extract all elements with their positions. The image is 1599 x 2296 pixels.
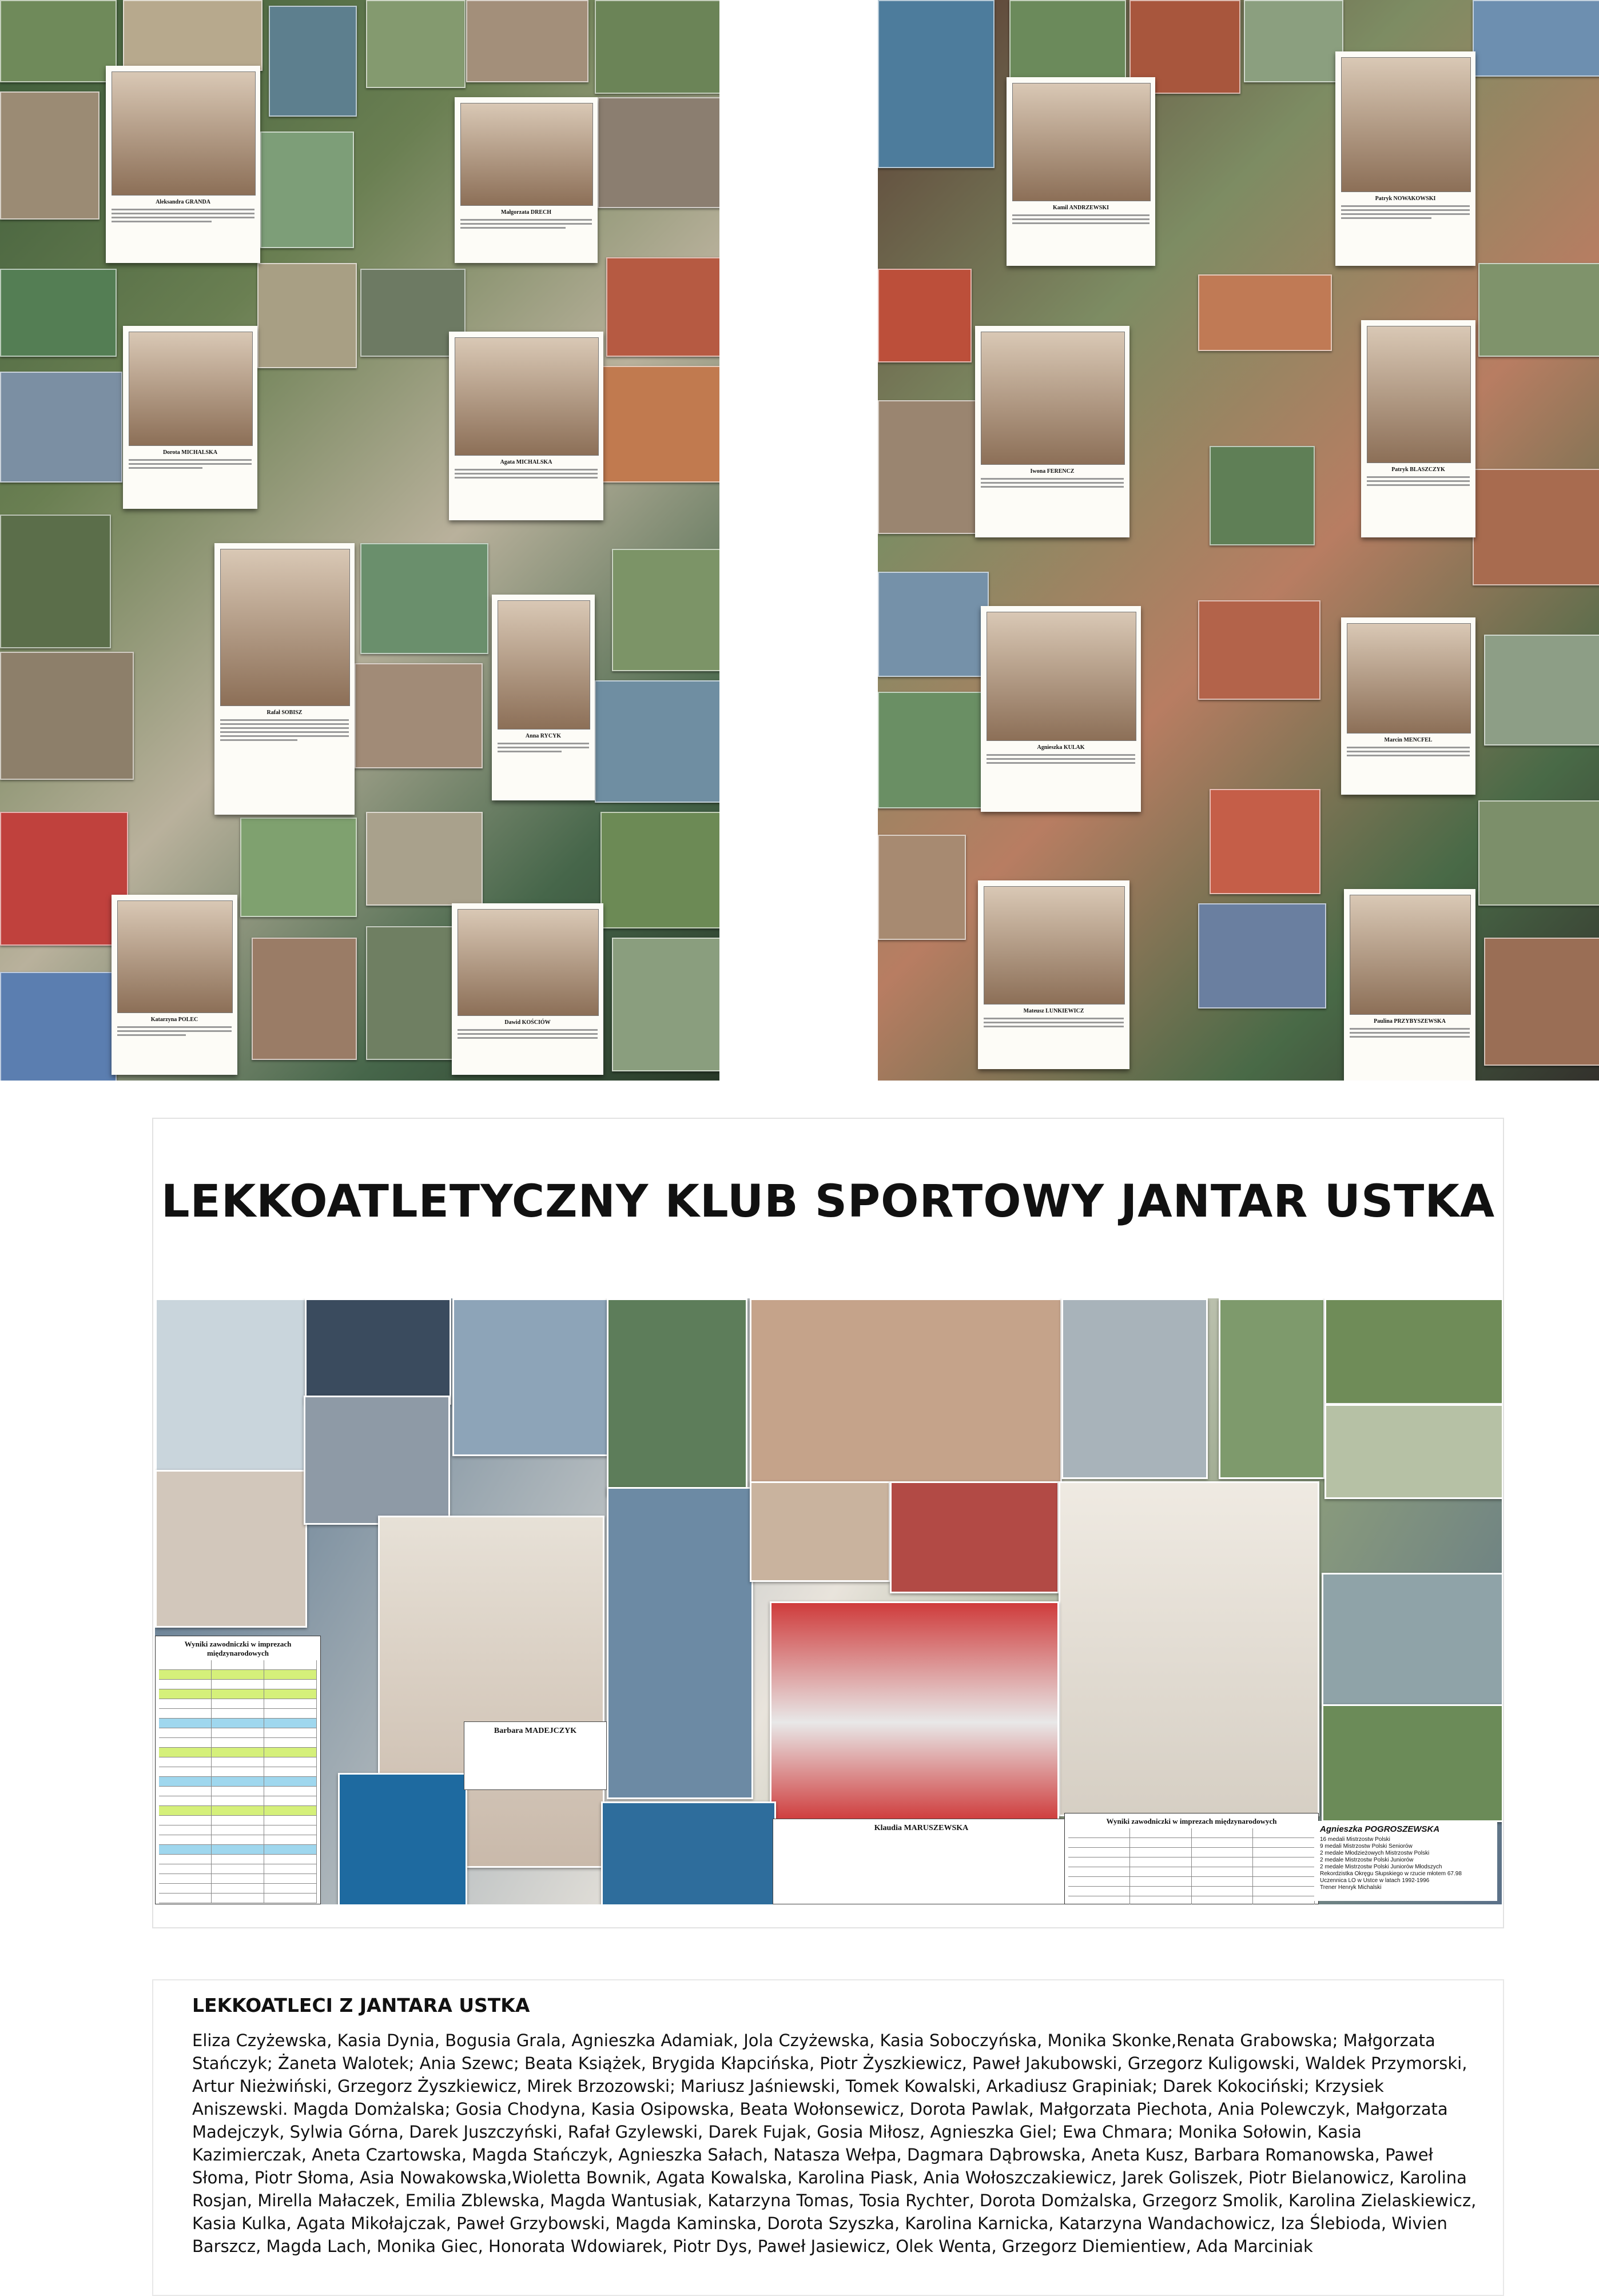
achievement-line: Rekordzistka Okręgu Słupskiego w rzucie młotem 67.98	[1320, 1871, 1462, 1877]
athlete-portrait	[220, 549, 350, 706]
athlete-portrait	[129, 332, 253, 446]
collage-photo	[1484, 938, 1599, 1066]
collage-photo	[1473, 469, 1599, 585]
collage-photo	[607, 1487, 753, 1799]
collage-photo	[123, 0, 262, 71]
collage-photo	[595, 0, 719, 94]
collage-photo	[1324, 1298, 1502, 1405]
club-poster-panel	[152, 1118, 1504, 1928]
athlete-portrait	[981, 332, 1125, 465]
athlete-name: Kamil ANDRZEWSKI	[1052, 204, 1109, 211]
collage-photo	[1059, 1481, 1319, 1816]
athlete-portrait	[1347, 623, 1471, 734]
collage-photo	[600, 366, 719, 483]
athlete-portrait	[112, 71, 256, 196]
pogroszewska-info	[1314, 1821, 1497, 1901]
athlete-portrait	[117, 900, 233, 1013]
collage-photo	[0, 372, 122, 483]
achievement-line: 16 medali Mistrzostw Polski	[1320, 1836, 1390, 1843]
collage-photo	[0, 812, 128, 946]
collage-photo	[252, 938, 357, 1060]
collage-photo	[338, 1773, 467, 1904]
collage-photo	[595, 680, 719, 803]
collage-photo	[1198, 903, 1326, 1009]
athlete-portrait	[498, 600, 590, 730]
athlete-card	[214, 543, 355, 815]
collage-photo	[466, 0, 588, 82]
results-table-title: Wyniki zawodniczki w imprezach międzynarodowych	[1106, 1817, 1277, 1825]
achievement-line: Trener Henryk Michalski	[1320, 1884, 1382, 1891]
athlete-name: Agata MICHALSKA	[500, 459, 552, 465]
collage-photo	[1219, 1298, 1325, 1479]
left-photo-collage	[0, 0, 719, 1081]
results-table	[1064, 1813, 1319, 1904]
athlete-card	[1344, 889, 1475, 1081]
collage-photo	[1210, 789, 1320, 894]
collage-photo	[1198, 600, 1320, 700]
athletes-list-text: Eliza Czyżewska, Kasia Dynia, Bogusia Grala, Agnieszka Adamiak, Jola Czyżewska, Kasia Soboczyńska, Monika Skonke,Renata Grabowska; Małgorzata Stańczyk; Żaneta Walotek; Ania Szewc; Beata Książek, Brygida Kłapcińska, Piotr Żyszkiewicz, Paweł Jakubowski, Grzegorz Kuligowski, Waldek Przymorski, Artur Nieżwiński, Grzegorz Żyszkiewicz, Mirek Brzozowski; Mariusz Jaśniewski, Tomek Kowalski, Arkadiusz Grapiniak; Darek Kokociński; Krzysiek Aniszewski. Magda Domżalska; Gosia Chodyna, Kasia Osipowska, Beata Wołonsewicz, Dorota Pawlak, Małgorzata Piechota, Ania Polewczyk, Małgorzata Madejczyk, Sylwia Górna, Darek Juszczyński, Rafał Gzylewski, Darek Fujak, Gosia Miłosz, Agnieszka Giel; Ewa Chmara; Monika Sołowin, Kasia Kazimierczak, Aneta Czartowska, Magda Stańczyk, Agnieszka Sałach, Natasza Wełpa, Dagmara Dąbrowska, Aneta Kusz, Barbara Romanowska, Paweł Słoma, Piotr Słoma, Asia Nowakowska,Wioletta Bownik, Agata Kowalska, Karolina Piask, Ania Wołoszczakiewicz, Jarek Goliszek, Piotr Bielanowicz, Karolina Rosjan, Mirella Małaczek, Emilia Zblewska, Magda Wantusiak, Katarzyna Tomas, Tosia Rychter, Dorota Domżalska, Grzegorz Smolik, Karolina Zielaskiewicz, Kasia Kulka, Agata Mikołajczak, Paweł Grzybowski, Magda Kaminska, Dorota Szyszka, Karolina Karnicka, Katarzyna Wandachowicz, Iza Ślebioda, Wivien Barszcz, Magda Lach, Monika Giec, Honorata Wdowiarek, Piotr Dys, Paweł Jasiewicz, Olek Wenta, Grzegorz Diemientiew, Ada Marciniak	[192, 2031, 1477, 2256]
achievement-line: 2 medale Mistrzostw Polski Juniorów	[1320, 1857, 1414, 1863]
collage-photo	[260, 131, 354, 248]
athlete-name: Aleksandra GRANDA	[156, 198, 210, 205]
collage-photo	[878, 572, 989, 677]
athlete-card	[1335, 51, 1475, 266]
poster-title: LEKKOATLETYCZNY KLUB SPORTOWY JANTAR USTKA	[161, 1176, 1495, 1227]
athlete-portrait	[458, 909, 599, 1016]
collage-photo	[0, 91, 100, 220]
collage-photo	[1478, 263, 1599, 357]
athlete-info-card	[464, 1721, 607, 1790]
collage-photo	[878, 0, 995, 168]
right-photo-collage	[878, 0, 1599, 1081]
collage-photo	[1061, 1298, 1208, 1479]
athlete-name: Patryk BLASZCZYK	[1391, 466, 1445, 473]
athlete-name: Iwona FERENCZ	[1030, 468, 1075, 475]
collage-photo	[1322, 1573, 1502, 1708]
athlete-card	[452, 903, 603, 1075]
athlete-portrait	[455, 337, 599, 456]
collage-photo	[1198, 274, 1332, 351]
collage-photo	[1324, 1404, 1502, 1499]
collage-photo	[155, 1470, 307, 1628]
collage-photo	[366, 926, 454, 1060]
athlete-card	[981, 606, 1141, 812]
athlete-card	[106, 66, 260, 263]
athlete-name: Katarzyna POLEC	[150, 1016, 198, 1023]
athlete-portrait	[460, 103, 593, 206]
athlete-portrait	[1341, 57, 1471, 192]
collage-photo	[240, 818, 357, 917]
collage-photo	[1484, 635, 1599, 746]
achievement-line: Uczennica LO w Ustce w latach 1992-1996	[1320, 1878, 1430, 1884]
collage-photo	[0, 0, 117, 82]
collage-photo	[360, 543, 488, 654]
collage-photo	[878, 400, 977, 534]
collage-photo	[878, 269, 972, 362]
athlete-card	[123, 326, 257, 509]
athlete-portrait	[1367, 326, 1471, 463]
athlete-card	[492, 595, 595, 800]
collage-photo	[750, 1298, 1062, 1485]
athlete-name: Mateusz LUNKIEWICZ	[1023, 1007, 1084, 1014]
collage-photo	[770, 1601, 1059, 1822]
achievement-line: 2 medale Mistrzostw Polski Juniorów Młodszych	[1320, 1864, 1442, 1870]
collage-photo	[305, 1298, 451, 1405]
collage-photo	[598, 97, 719, 208]
athlete-name: Agnieszka KULAK	[1037, 744, 1085, 751]
collage-photo	[1210, 446, 1315, 545]
collage-photo	[452, 1298, 610, 1456]
achievement-line: 2 medale Młodzieżowych Mistrzostw Polski	[1320, 1850, 1430, 1856]
athlete-card	[112, 895, 237, 1075]
athlete-name: Rafał SOBISZ	[266, 709, 303, 716]
collage-photo	[1244, 0, 1343, 82]
collage-photo	[878, 692, 995, 808]
collage-photo	[304, 1396, 450, 1525]
athlete-info-card	[773, 1819, 1070, 1904]
athlete-name: Paulina PRZYBYSZEWSKA	[1374, 1018, 1446, 1025]
collage-photo	[607, 1298, 747, 1496]
athlete-card	[1361, 320, 1475, 537]
results-table-title: Wyniki zawodniczki w imprezach międzynarodowych	[184, 1640, 292, 1657]
athlete-name: Anna RYCYK	[525, 733, 562, 740]
athlete-name: Patryk NOWAKOWSKI	[1375, 196, 1436, 202]
collage-photo	[355, 663, 483, 768]
collage-photo	[612, 549, 719, 671]
collage-photo	[601, 1801, 776, 1904]
collage-photo	[1322, 1704, 1502, 1822]
collage-photo	[155, 1298, 307, 1473]
collage-photo	[0, 515, 111, 648]
collage-photo	[1478, 800, 1599, 906]
collage-photo	[600, 812, 719, 928]
athlete-card	[449, 332, 603, 520]
athlete-name: Agnieszka POGROSZEWSKA	[1320, 1824, 1440, 1834]
collage-photo	[366, 0, 466, 88]
athlete-portrait	[1012, 83, 1151, 201]
collage-photo	[606, 257, 719, 357]
athlete-name: Klaudia MARUSZEWSKA	[874, 1824, 969, 1832]
athletes-list-panel	[152, 1979, 1504, 2296]
collage-photo	[1473, 0, 1599, 77]
collage-photo	[0, 269, 117, 357]
athlete-portrait	[984, 886, 1125, 1005]
athlete-card	[975, 326, 1129, 537]
athlete-card	[1341, 617, 1475, 795]
athlete-card	[1007, 77, 1155, 266]
collage-photo	[878, 835, 966, 940]
athlete-card	[455, 97, 598, 263]
achievement-line: 9 medali Mistrzostw Polski Seniorów	[1320, 1843, 1413, 1849]
athlete-name: Dorota MICHALSKA	[162, 449, 218, 456]
results-table	[155, 1636, 321, 1904]
collage-photo	[0, 972, 117, 1081]
athlete-card	[978, 880, 1129, 1069]
collage-photo	[269, 6, 357, 117]
collage-photo	[257, 263, 357, 368]
collage-photo	[612, 938, 719, 1071]
athletes-heading: LEKKOATLECI Z JANTARA USTKA	[192, 1994, 530, 2016]
poster-photo-collage	[155, 1298, 1502, 1904]
athlete-name: Dawid KOŚCIÓW	[504, 1019, 551, 1026]
athlete-name: Małgorzata DRECH	[500, 209, 552, 216]
athlete-name: Barbara MADEJCZYK	[494, 1727, 577, 1735]
collage-photo	[890, 1481, 1059, 1593]
athlete-portrait	[1350, 895, 1471, 1015]
collage-photo	[750, 1481, 890, 1582]
collage-photo	[0, 652, 134, 780]
athlete-name: Marcin MENCFEL	[1384, 737, 1433, 744]
collage-photo	[366, 812, 483, 906]
athlete-portrait	[987, 612, 1136, 741]
collage-photo	[1009, 0, 1126, 82]
